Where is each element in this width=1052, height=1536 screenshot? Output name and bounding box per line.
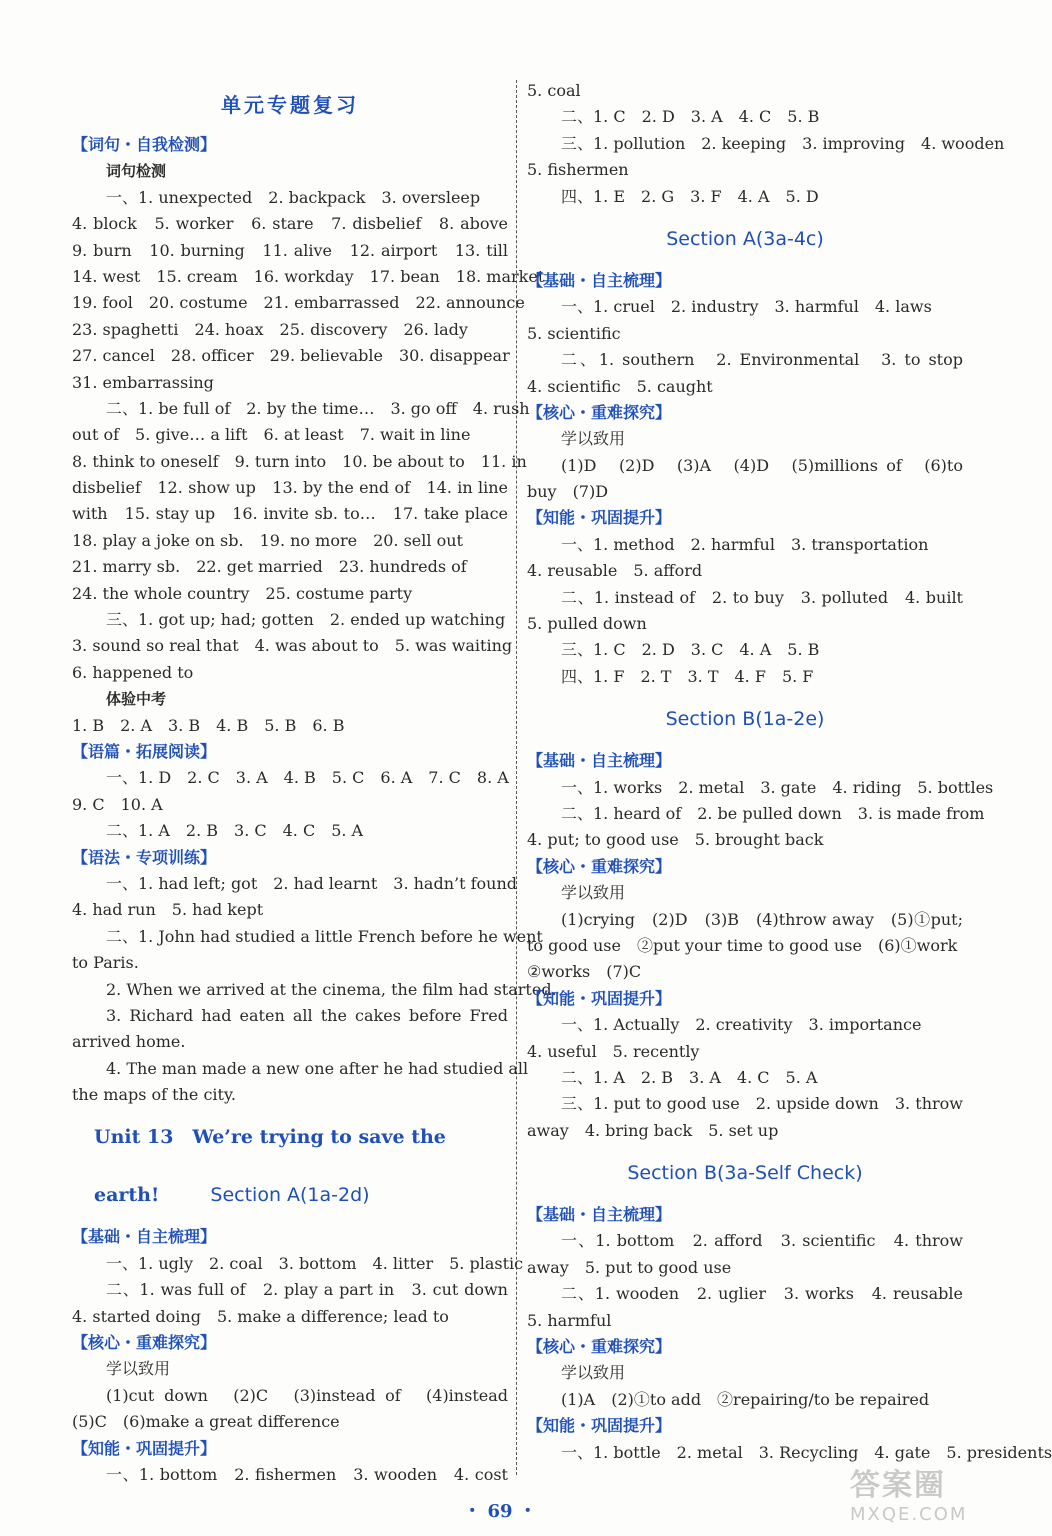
section-heading: Section B(3a-Self Check)	[627, 1162, 863, 1185]
answer-line: 一、1. bottom 2. afford 3. scientific 4. throw	[561, 1231, 963, 1251]
section-heading: Section B(1a-2e)	[665, 708, 825, 731]
answer-line: to Paris.	[72, 953, 139, 973]
answer-line: disbelief 12. show up 13. by the end of 14. in line	[72, 478, 508, 498]
tag-core: 【核心・重难探究】	[527, 1337, 672, 1357]
answer-line: 学以致用	[106, 1359, 171, 1379]
answer-line: 2. When we arrived at the cinema, the film had started.	[106, 979, 557, 999]
answer-line: 一、1. D 2. C 3. A 4. B 5. C 6. A 7. C 8. A	[106, 768, 509, 788]
tag-grammar: 【语法・专项训练】	[72, 847, 217, 867]
tag-basics: 【基础・自主梳理】	[527, 270, 672, 290]
answer-line: 学以致用	[561, 1363, 626, 1383]
tag-core: 【核心・重难探究】	[527, 856, 672, 876]
tag-basics: 【基础・自主梳理】	[527, 1205, 672, 1225]
tag-skills: 【知能・巩固提升】	[527, 1416, 672, 1436]
answer-line: 31. embarrassing	[72, 372, 214, 392]
answer-line: ②works (7)C	[527, 962, 642, 982]
watermark-text: 答案圈	[850, 1468, 946, 1503]
answer-line: 6. happened to	[72, 662, 194, 682]
answer-line: 一、1. bottle 2. metal 3. Recycling 4. gate 5. presidents	[561, 1442, 1052, 1462]
subheading-exam: 体验中考	[106, 690, 167, 709]
answer-line: 14. west 15. cream 16. workday 17. bean 18. market	[72, 266, 545, 286]
answer-line: arrived home.	[72, 1032, 186, 1052]
answer-line: (1)cut down (2)C (3)instead of (4)instead	[106, 1385, 508, 1405]
tag-core: 【核心・重难探究】	[72, 1333, 217, 1353]
answer-line: (1)D (2)D (3)A (4)D (5)millions of (6)to	[561, 455, 963, 475]
tag-word-check: 【词句・自我检测】	[72, 135, 217, 154]
answer-line: 5. pulled down	[527, 614, 647, 634]
answer-line: 二、1. be full of 2. by the time… 3. go off 4. rush	[106, 398, 530, 418]
answer-line: 4. started doing 5. make a difference; lead to	[72, 1306, 449, 1326]
tag-skills: 【知能・巩固提升】	[527, 988, 672, 1008]
answer-line: 21. marry sb. 22. get married 23. hundreds of	[72, 557, 467, 577]
answer-line: 一、1. cruel 2. industry 3. harmful 4. laws	[561, 297, 932, 317]
answer-line: 3. Richard had eaten all the cakes before Fred	[106, 1005, 508, 1025]
answer-line: 18. play a joke on sb. 19. no more 20. sell out	[72, 530, 463, 550]
answer-line: 二、1. instead of 2. to buy 3. polluted 4. built	[561, 587, 963, 607]
answer-line: away 4. bring back 5. set up	[527, 1120, 779, 1140]
answer-line: to good use ②put your time to good use (6)①work	[527, 935, 958, 955]
answer-line: 学以致用	[561, 883, 626, 903]
answer-line: 学以致用	[561, 429, 626, 449]
tag-basics: 【基础・自主梳理】	[72, 1227, 217, 1247]
answer-line: 5. coal	[527, 81, 581, 100]
answer-line: 四、1. E 2. G 3. F 4. A 5. D	[561, 186, 819, 206]
answer-line: 一、1. had left; got 2. had learnt 3. hadn’t found	[106, 873, 518, 893]
answer-line: 二、1. southern 2. Environmental 3. to stop	[561, 350, 963, 370]
answer-line: 一、1. unexpected 2. backpack 3. oversleep	[106, 187, 481, 207]
answer-line: 三、1. pollution 2. keeping 3. improving 4. wooden	[561, 133, 1005, 153]
answer-line: 4. The man made a new one after he had studied all	[106, 1058, 529, 1078]
answer-line: 三、1. put to good use 2. upside down 3. throw	[561, 1094, 963, 1114]
watermark-url: MXQE.COM	[850, 1504, 968, 1525]
answer-line: (5)C (6)make a great difference	[72, 1412, 340, 1432]
answer-line: (1)crying (2)D (3)B (4)throw away (5)①put;	[561, 909, 963, 929]
answer-line: 一、1. Actually 2. creativity 3. importance	[561, 1015, 922, 1035]
tag-skills: 【知能・巩固提升】	[72, 1438, 217, 1458]
answer-line: 二、1. A 2. B 3. A 4. C 5. A	[561, 1067, 818, 1087]
answer-line: 1. B 2. A 3. B 4. B 5. B 6. B	[72, 715, 345, 735]
answer-line: 27. cancel 28. officer 29. believable 30. disappear	[72, 346, 510, 366]
tag-core: 【核心・重难探究】	[527, 402, 672, 422]
answer-line: 一、1. ugly 2. coal 3. bottom 4. litter 5. plastic	[106, 1253, 524, 1273]
answer-line: 4. useful 5. recently	[527, 1041, 700, 1061]
answer-line: 4. reusable 5. afford	[527, 561, 703, 581]
answer-line: 三、1. C 2. D 3. C 4. A 5. B	[561, 640, 820, 660]
subheading-word-check: 词句检测	[106, 162, 167, 181]
answer-line: 4. had run 5. had kept	[72, 900, 264, 920]
answer-line: 二、1. John had studied a little French before he went	[106, 926, 543, 946]
answer-line: 4. block 5. worker 6. stare 7. disbelief 8. above	[72, 214, 508, 234]
answer-line: 二、1. heard of 2. be pulled down 3. is made from	[561, 803, 985, 823]
answer-line: 三、1. got up; had; gotten 2. ended up watching	[106, 610, 506, 630]
tag-basics: 【基础・自主梳理】	[527, 751, 672, 771]
answer-line: 24. the whole country 25. costume party	[72, 583, 413, 603]
answer-line: away 5. put to good use	[527, 1257, 732, 1277]
answer-line: 4. put; to good use 5. brought back	[527, 830, 824, 850]
answer-line: with 15. stay up 16. invite sb. to… 17. take place	[72, 504, 508, 524]
answer-line: 5. fishermen	[527, 160, 629, 180]
answer-line: 3. sound so real that 4. was about to 5. was waiting	[72, 636, 513, 656]
answer-line: 23. spaghetti 24. hoax 25. discovery 26. lady	[72, 319, 468, 339]
answer-line: 5. scientific	[527, 323, 621, 343]
answer-line: 19. fool 20. costume 21. embarrassed 22. announce	[72, 293, 525, 313]
answer-line: the maps of the city.	[72, 1085, 236, 1105]
answer-line: 二、1. was full of 2. play a part in 3. cut down	[106, 1280, 508, 1300]
section-heading: Section A(1a-2d)	[210, 1184, 370, 1207]
tag-skills: 【知能・巩固提升】	[527, 508, 672, 528]
answer-line: 二、1. C 2. D 3. A 4. C 5. B	[561, 107, 820, 127]
answer-line: out of 5. give… a lift 6. at least 7. wait in line	[72, 425, 471, 445]
page-number: ・ 69 ・	[463, 1501, 537, 1522]
answer-line: buy (7)D	[527, 482, 609, 502]
answer-line: 4. scientific 5. caught	[527, 376, 713, 396]
tag-reading: 【语篇・拓展阅读】	[72, 741, 217, 761]
answer-line: 9. burn 10. burning 11. alive 12. airport 13. till	[72, 240, 508, 260]
answer-line: 一、1. method 2. harmful 3. transportation	[561, 534, 929, 554]
right-column	[527, 78, 1052, 1466]
review-title: 单元专题复习	[221, 93, 359, 117]
answer-line: 二、1. wooden 2. uglier 3. works 4. reusable	[561, 1284, 963, 1304]
answer-line: 一、1. bottom 2. fishermen 3. wooden 4. cost	[106, 1464, 508, 1484]
answer-line: 四、1. F 2. T 3. T 4. F 5. F	[561, 666, 814, 686]
answer-line: 5. harmful	[527, 1310, 612, 1330]
watermark-logo	[850, 1468, 990, 1530]
unit-title: Unit 13 We’re trying to save the earth!	[94, 1126, 446, 1207]
answer-line: 8. think to oneself 9. turn into 10. be about to 11. in	[72, 451, 527, 471]
answer-line: (1)A (2)①to add ②repairing/to be repaired	[561, 1389, 930, 1409]
section-heading: Section A(3a-4c)	[666, 227, 824, 250]
answer-line: 一、1. works 2. metal 3. gate 4. riding 5. bottles	[561, 777, 994, 797]
answer-line: 二、1. A 2. B 3. C 4. C 5. A	[106, 821, 364, 841]
answer-line: 9. C 10. A	[72, 794, 163, 814]
